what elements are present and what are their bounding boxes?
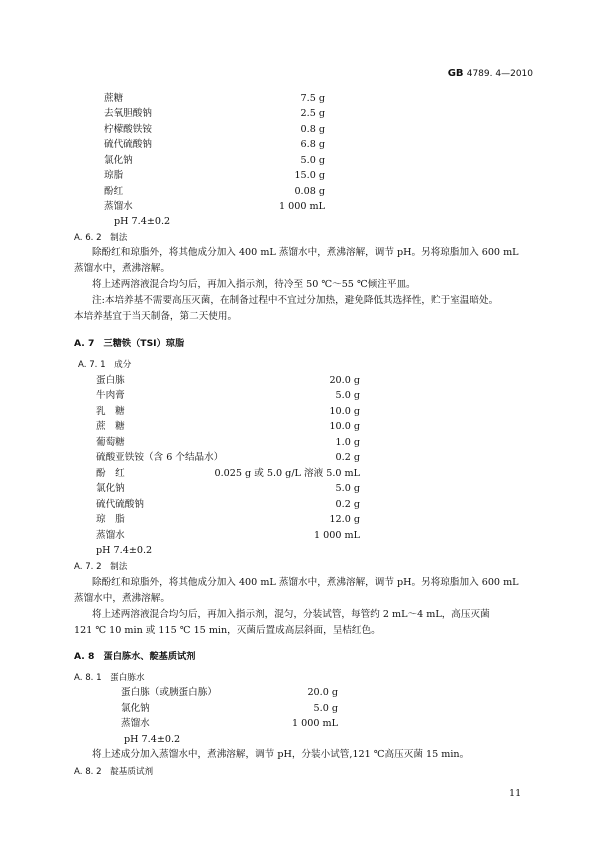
- paragraph-line: 蒸馏水中，煮沸溶解。: [74, 263, 170, 274]
- ingredient-name: 硫酸亚铁铵（含 6 个结晶水）: [96, 452, 224, 463]
- ingredient-amount: 10.0 g: [329, 421, 360, 432]
- section-heading-a7-1: A. 7. 1 成分: [78, 360, 132, 370]
- standard-code: 4789. 4—2010: [466, 69, 533, 79]
- section-title-a8: A. 8 蛋白胨水、靛基质试剂: [74, 651, 196, 662]
- ingredient-name: 氯化钠: [96, 483, 125, 494]
- ingredient-name: 硫代硫酸钠: [96, 499, 144, 510]
- ingredient-amount: 5.0 g: [313, 703, 338, 714]
- ingredient-amount: 0.2 g: [335, 499, 360, 510]
- ingredient-amount: 0.2 g: [335, 452, 360, 463]
- ingredient-name: 乳 糖: [96, 406, 125, 417]
- ingredient-name: 酚 红: [96, 468, 125, 479]
- paragraph-line: 将上述两溶液混合均匀后，再加入指示剂，待冷至 50 ℃～55 ℃倾注平皿。: [92, 279, 416, 290]
- ingredient-amount: 0.025 g 或 5.0 g/L 溶液 5.0 mL: [214, 468, 360, 479]
- ingredient-amount: 2.5 g: [300, 108, 325, 119]
- ingredient-amount: 1.0 g: [335, 437, 360, 448]
- note-line: 本培养基宜于当天制备，第二天使用。: [74, 311, 238, 322]
- ingredient-name: 氯化钠: [121, 703, 150, 714]
- ingredient-name: 蛋白胨: [96, 375, 125, 386]
- ingredient-name: 氯化钠: [104, 155, 133, 166]
- paragraph-line: 将上述两溶液混合均匀后，再加入指示剂，混匀，分装试管，每管约 2 mL～4 mL，高压灭菌: [92, 609, 490, 620]
- ingredient-amount: 5.0 g: [300, 155, 325, 166]
- ingredient-amount: 0.08 g: [294, 186, 325, 197]
- ingredient-amount: 20.0 g: [329, 375, 360, 386]
- ingredient-amount: 15.0 g: [294, 170, 325, 181]
- paragraph-line: 121 ℃ 10 min 或 115 ℃ 15 min，灭菌后置成高层斜面，呈桔红色。: [74, 625, 381, 636]
- paragraph-line: 将上述成分加入蒸馏水中，煮沸溶解，调节 pH，分装小试管,121 ℃高压灭菌 15 min。: [92, 749, 470, 760]
- gb-label: GB: [447, 68, 464, 79]
- ingredient-name: 琼脂: [104, 170, 124, 181]
- section-heading-a7-2: A. 7. 2 制法: [74, 562, 128, 572]
- standard-number: [448, 68, 533, 79]
- ph-value: pH 7.4±0.2: [124, 734, 181, 745]
- section-heading-a8-1: A. 8. 1 蛋白胨水: [74, 673, 145, 683]
- section-title-a7: A. 7 三糖铁（TSI）琼脂: [74, 338, 185, 349]
- ingredient-name: 琼 脂: [96, 514, 125, 525]
- ingredient-name: 酚红: [104, 186, 124, 197]
- ingredient-name: 去氧胆酸钠: [104, 108, 152, 119]
- ingredient-amount: 0.8 g: [300, 124, 325, 135]
- ingredient-amount: 1 000 mL: [279, 201, 325, 212]
- paragraph-line: 除酚红和琼脂外，将其他成分加入 400 mL 蒸馏水中，煮沸溶解，调节 pH。另将琼脂加入 600 mL: [92, 577, 519, 588]
- section-heading-a8-2: A. 8. 2 靛基质试剂: [74, 767, 154, 777]
- ingredient-name: 葡萄糖: [96, 437, 125, 448]
- ingredient-amount: 5.0 g: [335, 483, 360, 494]
- paragraph-line: 除酚红和琼脂外，将其他成分加入 400 mL 蒸馏水中，煮沸溶解，调节 pH。另将琼脂加入 600 mL: [92, 247, 519, 258]
- ingredient-name: 蒸馏水: [121, 718, 150, 729]
- ingredient-amount: 7.5 g: [300, 93, 325, 104]
- ingredient-amount: 12.0 g: [329, 514, 360, 525]
- ingredient-amount: 6.8 g: [300, 139, 325, 150]
- ingredient-name: 蒸馏水: [96, 530, 125, 541]
- ph-value: pH 7.4±0.2: [114, 216, 171, 227]
- ingredient-amount: 1 000 mL: [314, 530, 360, 541]
- ingredient-name: 硫代硫酸钠: [104, 139, 152, 150]
- ingredient-name: 蔗糖: [104, 93, 124, 104]
- ingredient-name: 牛肉膏: [96, 390, 125, 401]
- ingredient-name: 柠檬酸铁铵: [104, 124, 152, 135]
- paragraph-line: 蒸馏水中，煮沸溶解。: [74, 593, 170, 604]
- ingredient-amount: 1 000 mL: [292, 718, 338, 729]
- ingredient-amount: 5.0 g: [335, 390, 360, 401]
- ph-value: pH 7.4±0.2: [96, 545, 153, 556]
- ingredient-name: 蔗 糖: [96, 421, 125, 432]
- ingredient-name: 蛋白胨（或胰蛋白胨）: [121, 687, 217, 698]
- ingredient-name: 蒸馏水: [104, 201, 133, 212]
- ingredient-amount: 20.0 g: [307, 687, 338, 698]
- ingredient-amount: 10.0 g: [329, 406, 360, 417]
- page-number: 11: [509, 788, 522, 799]
- note-line: 注:本培养基不需要高压灭菌，在制备过程中不宜过分加热，避免降低其选择性，贮于室温暗处。: [92, 295, 499, 306]
- section-heading-a6-2: A. 6. 2 制法: [74, 233, 128, 243]
